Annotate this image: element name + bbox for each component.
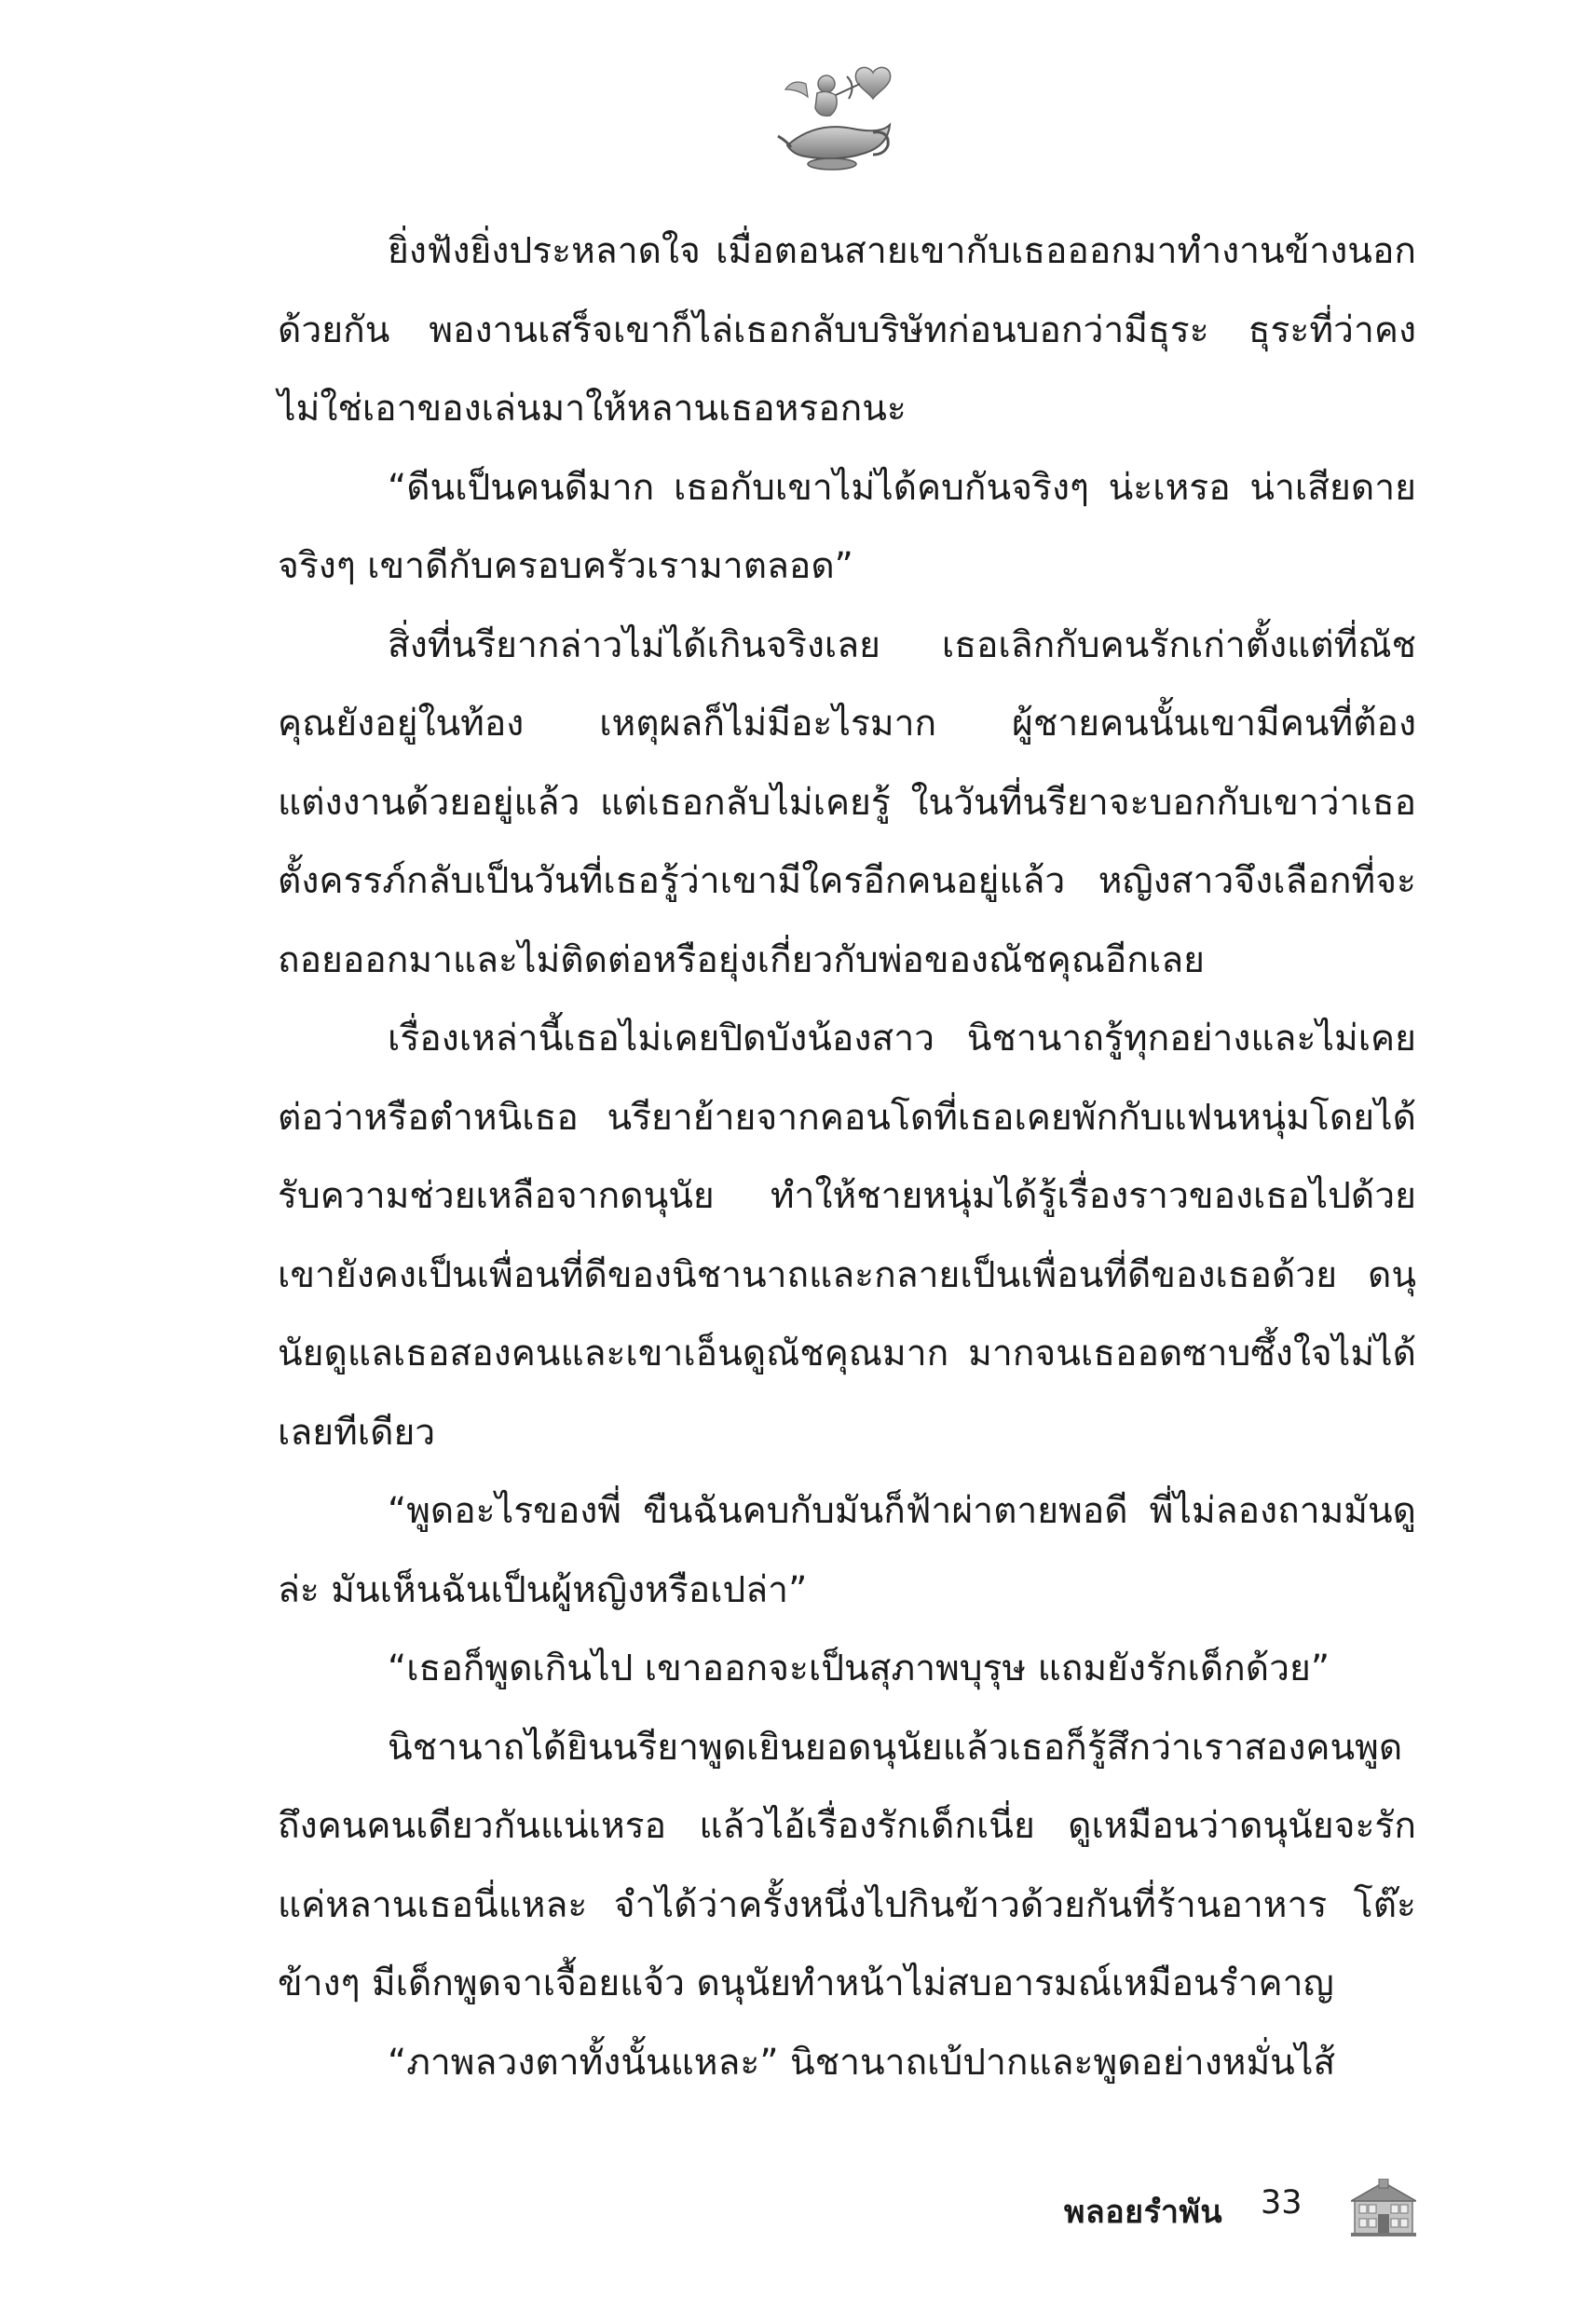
- paragraph: ยิ่งฟังยิ่งประหลาดใจ เมื่อตอนสายเขากับเธอออกมาทำงานข้างนอกด้วยกัน พองานเสร็จเขาก็ไล่เธอกลับบริษัทก่อนบอกว่ามีธุระ ธุระที่ว่าคงไม่ใช่เอาของเล่นมาให้หลานเธอหรอกนะ: [278, 230, 1416, 430]
- paragraph: เรื่องเหล่านี้เธอไม่เคยปิดบังน้องสาว นิชานาถรู้ทุกอย่างและไม่เคยต่อว่าหรือตำหนิเธอ นรียาย้ายจากคอนโดที่เธอเคยพักกับแฟนหนุ่มโดยได้รับความช่วยเหลือจากดนุนัย ทำให้ชายหนุ่มได้รู้เรื่องราวของเธอไปด้วย เขายังคงเป็นเพื่อนที่ดีของนิชานาถและกลายเป็นเพื่อนที่ดีของเธอด้วย ดนุนัยดูแลเธอสองคนและเขาเอ็นดูณัชคุณมาก มากจนเธออดซาบซึ้งใจไม่ได้เลยทีเดียว: [278, 1018, 1416, 1454]
- page-number: 33: [1261, 2184, 1303, 2222]
- paragraph: “ดีนเป็นคนดีมาก เธอกับเขาไม่ได้คบกันจริงๆ น่ะเหรอ น่าเสียดายจริงๆ เขาดีกับครอบครัวเรามาตลอด”: [278, 466, 1416, 587]
- book-title: พลอยรำพัน: [1064, 2194, 1223, 2231]
- paragraph: นิชานาถได้ยินนรียาพูดเยินยอดนุนัยแล้วเธอก็รู้สึกว่าเราสองคนพูดถึงคนคนเดียวกันแน่เหรอ แล้วไอ้เรื่องรักเด็กเนี่ย ดูเหมือนว่าดนุนัยจะรักแค่หลานเธอนี่แหละ จำได้ว่าครั้งหนึ่งไปกินข้าวด้วยกันที่ร้านอาหาร โต๊ะข้างๆ มีเด็กพูดจาเจื้อยแจ้ว ดนุนัยทำหน้าไม่สบอารมณ์เหมือนรำคาญ: [278, 1726, 1416, 2004]
- house-icon: [1351, 2179, 1416, 2236]
- paragraph: “พูดอะไรของพี่ ขืนฉันคบกับมันก็ฟ้าผ่าตายพอดี พี่ไม่ลองถามมันดูล่ะ มันเห็นฉันเป็นผู้หญิงหรือเปล่า”: [278, 1490, 1416, 1611]
- cupid-teapot-ornament-icon: [769, 56, 908, 177]
- paragraph: “เธอก็พูดเกินไป เขาออกจะเป็นสุภาพบุรุษ แถมยังรักเด็กด้วย”: [388, 1648, 1330, 1689]
- paragraph: “ภาพลวงตาทั้งนั้นแหละ” นิชานาถเบ้ปากและพูดอย่างหมั่นไส้: [388, 2041, 1336, 2084]
- page-footer: [0, 2179, 1596, 2253]
- paragraph: สิ่งที่นรียากล่าวไม่ได้เกินจริงเลย เธอเลิกกับคนรักเก่าตั้งแต่ที่ณัชคุณยังอยู่ในท้อง เหตุผลก็ไม่มีอะไรมาก ผู้ชายคนนั้นเขามีคนที่ต้องแต่งงานด้วยอยู่แล้ว แต่เธอกลับไม่เคยรู้ ในวันที่นรียาจะบอกกับเขาว่าเธอตั้งครรภ์กลับเป็นวันที่เธอรู้ว่าเขามีใครอีกคนอยู่แล้ว หญิงสาวจึงเลือกที่จะถอยออกมาและไม่ติดต่อหรือยุ่งเกี่ยวกับพ่อของณัชคุณอีกเลย: [278, 623, 1416, 981]
- body-text: [278, 212, 1416, 2102]
